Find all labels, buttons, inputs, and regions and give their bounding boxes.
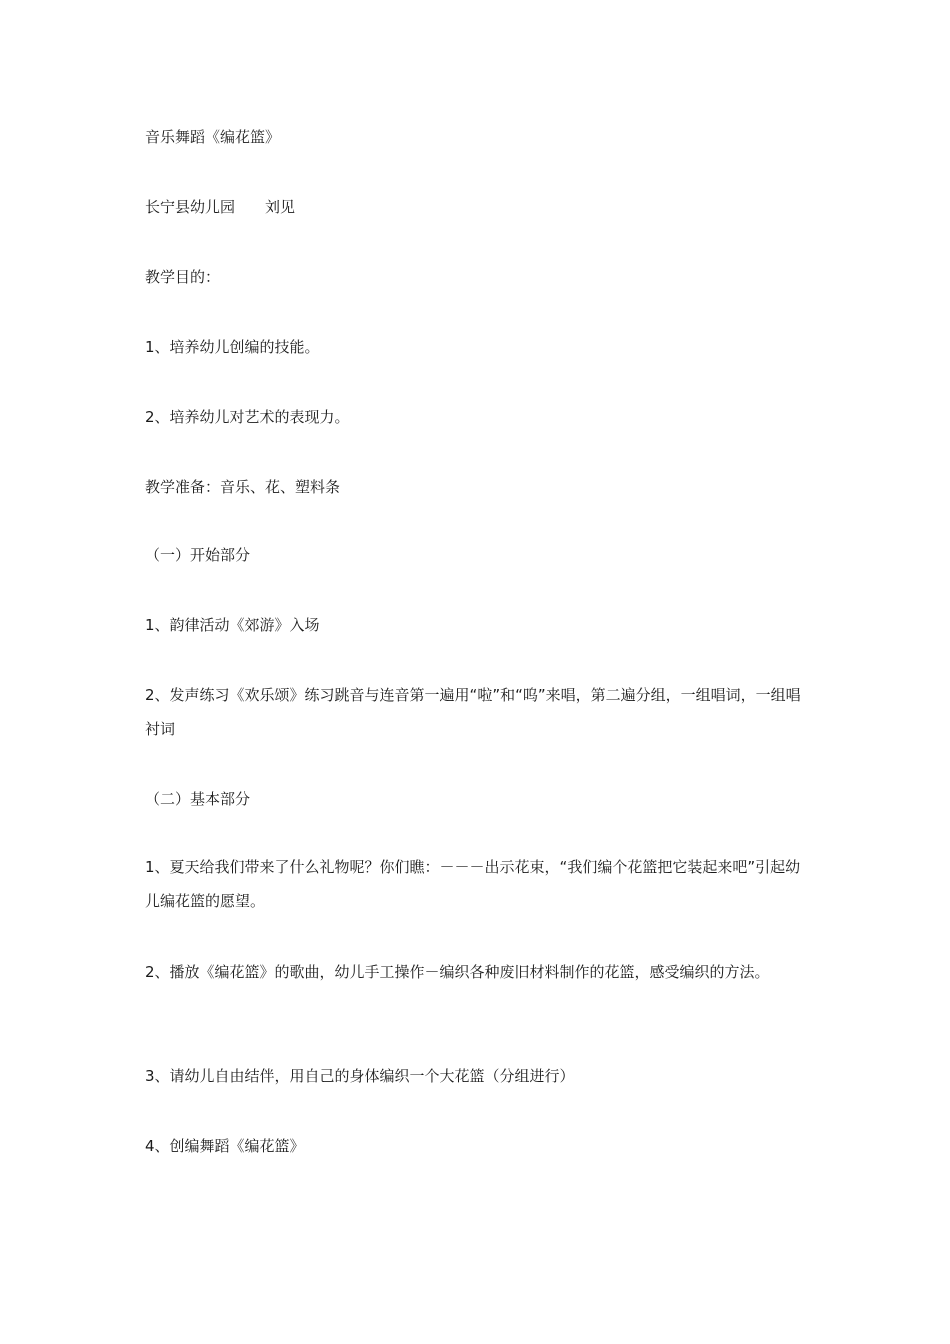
author-line: 长宁县幼儿园 刘见 [145, 198, 296, 216]
section-heading: （一）开始部分 [145, 546, 251, 564]
objective-item: 1、培养幼儿创编的技能。 [145, 338, 320, 356]
section-heading: （二）基本部分 [145, 790, 251, 808]
section-item: 2、发声练习《欢乐颂》练习跳音与连音第一遍用“啦”和“呜”来唱，第二遍分组，一组唱词，一组唱衬词 [145, 686, 801, 738]
preparation-line: 教学准备：音乐、花、塑料条 [145, 478, 341, 496]
section-item: 2、播放《编花篮》的歌曲，幼儿手工操作－编织各种废旧材料制作的花篮，感受编织的方法。 [145, 963, 770, 981]
section-item: 1、夏天给我们带来了什么礼物呢？你们瞧：－－－出示花束，“我们编个花篮把它装起来吧”引起幼儿编花篮的愿望。 [145, 858, 801, 910]
objective-item: 2、培养幼儿对艺术的表现力。 [145, 408, 350, 426]
objectives-heading: 教学目的： [145, 268, 221, 286]
section-item: 3、请幼儿自由结伴，用自己的身体编织一个大花篮（分组进行） [145, 1067, 575, 1085]
section-item: 4、创编舞蹈《编花篮》 [145, 1137, 305, 1155]
section-item: 1、韵律活动《郊游》入场 [145, 616, 320, 634]
document-title: 音乐舞蹈《编花篮》 [145, 128, 281, 146]
